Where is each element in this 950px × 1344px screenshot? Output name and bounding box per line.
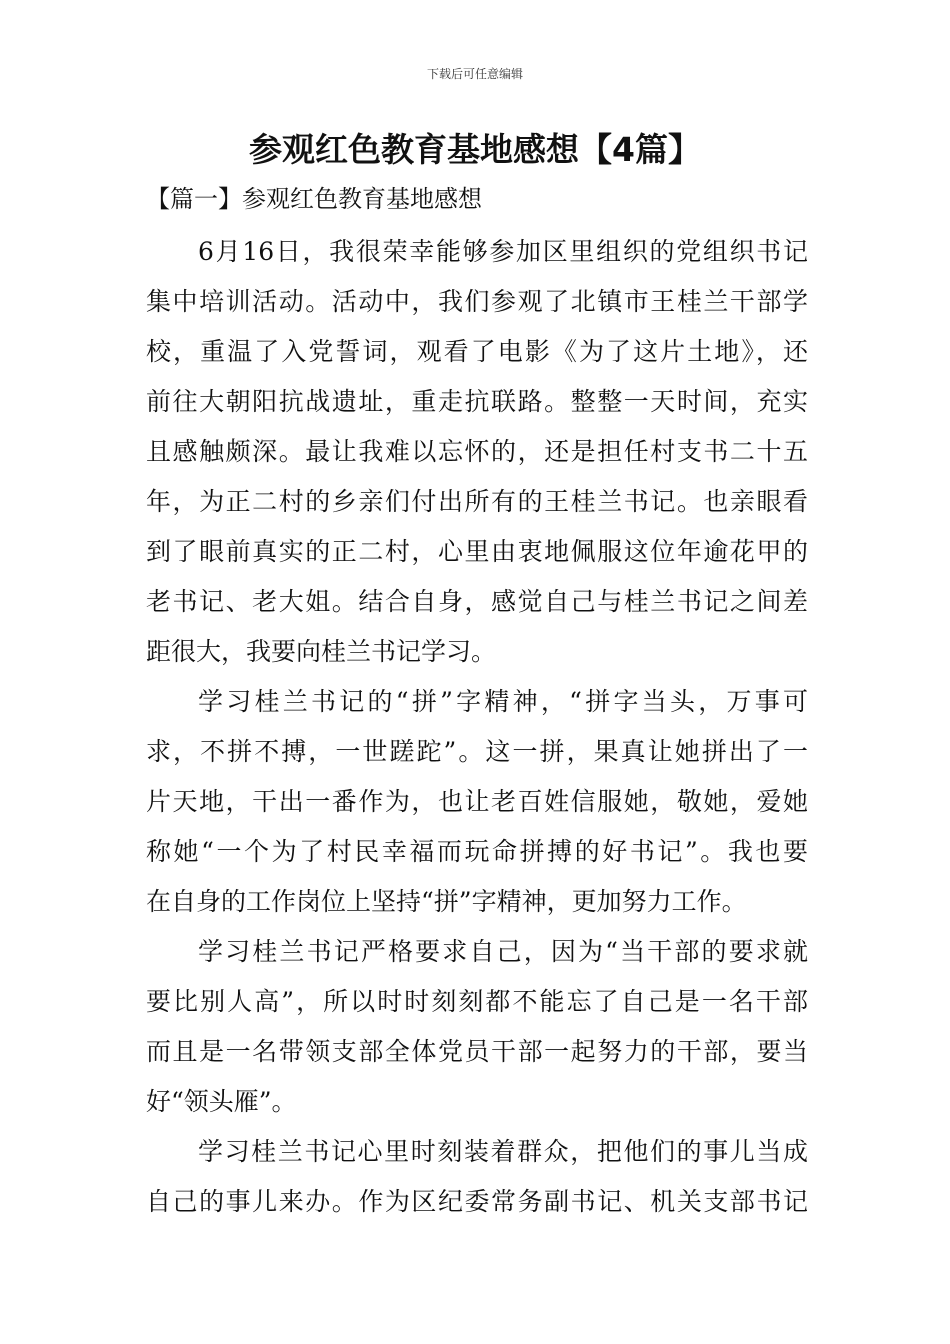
text-line: 校，重温了入党誓词，观看了电影《为了这片土地》，还	[146, 337, 808, 366]
text-line: 前往大朝阳抗战遗址，重走抗联路。整整一天时间，充实	[146, 387, 808, 416]
text-line: 好“领头雁”。	[146, 1087, 297, 1116]
section-heading: 【篇一】参观红色教育基地感想	[146, 185, 482, 213]
text-line: 在自身的工作岗位上坚持“拼”字精神，更加努力工作。	[146, 887, 747, 916]
paragraph-4	[146, 1127, 808, 1227]
text-line: 且感触颇深。最让我难以忘怀的，还是担任村支书二十五	[146, 437, 808, 466]
text-line: 学习桂兰书记严格要求自己，因为“当干部的要求就	[198, 937, 808, 966]
body-text	[146, 227, 808, 1227]
paragraph-3	[146, 927, 808, 1127]
text-line: 要比别人高”，所以时时刻刻都不能忘了自己是一名干部	[146, 987, 808, 1016]
text-line: 而且是一名带领支部全体党员干部一起努力的干部，要当	[146, 1037, 808, 1066]
paragraph-2	[146, 677, 808, 927]
paragraph-1	[146, 227, 808, 677]
header-note: 下载后可任意编辑	[426, 67, 523, 81]
text-line: 6月16日，我很荣幸能够参加区里组织的党组织书记	[198, 237, 808, 266]
text-line: 学习桂兰书记心里时刻装着群众，把他们的事儿当成	[198, 1137, 808, 1166]
text-line: 片天地，干出一番作为，也让老百姓信服她，敬她，爱她	[146, 787, 808, 816]
text-line: 集中培训活动。活动中，我们参观了北镇市王桂兰干部学	[146, 287, 808, 316]
text-line: 距很大，我要向桂兰书记学习。	[146, 637, 497, 666]
document-title: 参观红色教育基地感想【4篇】	[249, 130, 701, 169]
text-line: 学习桂兰书记的“拼”字精神，“拼字当头，万事可	[198, 687, 808, 716]
text-line: 自己的事儿来办。作为区纪委常务副书记、机关支部书记	[146, 1187, 808, 1216]
text-line: 称她“一个为了村民幸福而玩命拼搏的好书记”。我也要	[146, 837, 808, 866]
text-line: 老书记、老大姐。结合自身，感觉自己与桂兰书记之间差	[146, 587, 808, 616]
text-line: 求，不拼不搏，一世蹉跎”。这一拼，果真让她拼出了一	[146, 737, 808, 766]
text-line: 年，为正二村的乡亲们付出所有的王桂兰书记。也亲眼看	[146, 487, 808, 516]
text-line: 到了眼前真实的正二村，心里由衷地佩服这位年逾花甲的	[146, 537, 808, 566]
